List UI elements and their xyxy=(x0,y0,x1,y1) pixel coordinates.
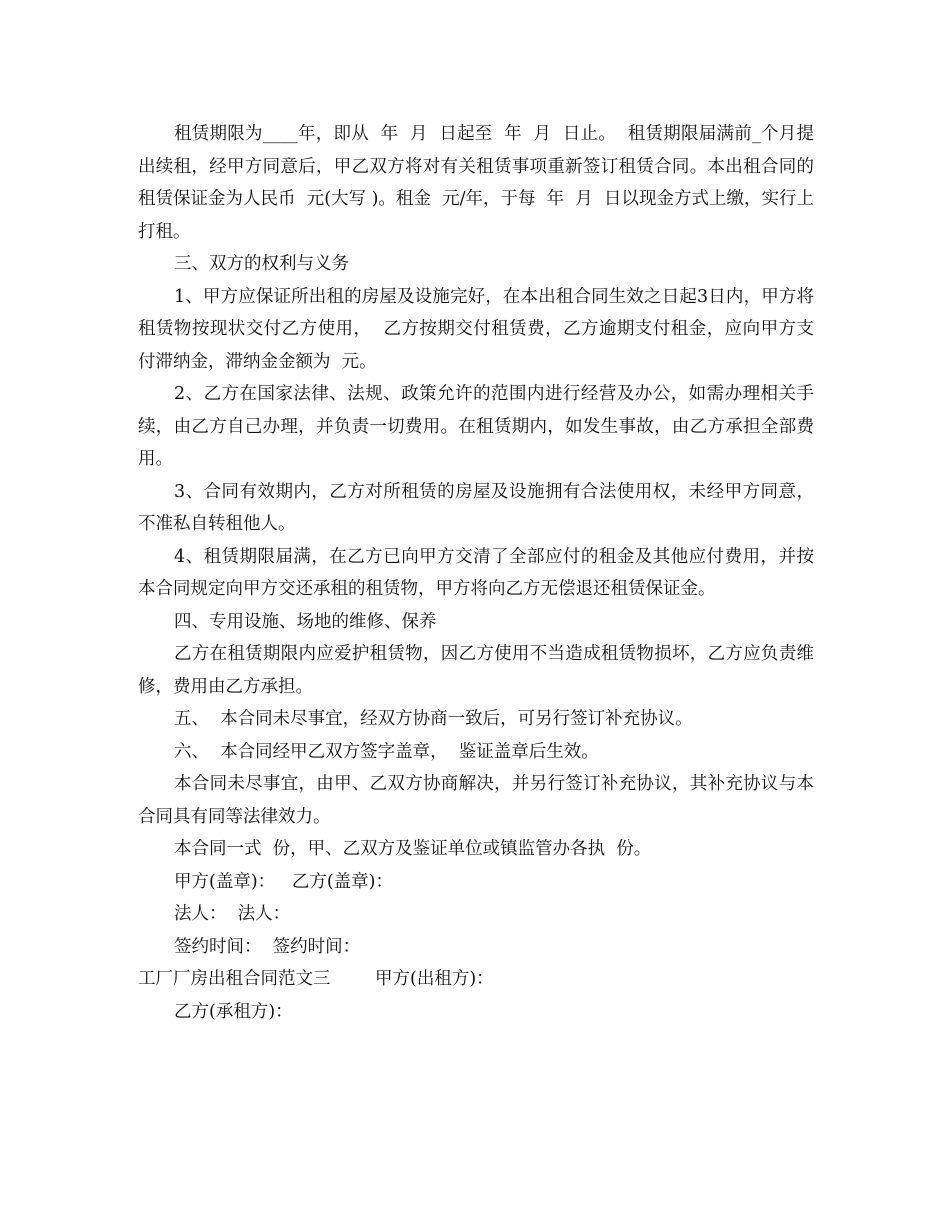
signature-legal-person-line: 法人： 法人： xyxy=(174,904,291,924)
paragraph-lease-term: 租赁期限为____年，即从 年 月 日起至 年 月 日止。 租赁期限届满前_个月提出续租，经甲方同意后，甲乙双方将对有关租赁事项重新签订租赁合同。本出租合同的租赁保证金为人民币 元(大写 )。租金 元/年，于每 年 月 日以现金方式上缴，实行上打租。 xyxy=(138,124,814,242)
paragraph-supplementary: 本合同未尽事宜，由甲、乙双方协商解决，并另行签订补充协议，其补充协议与本合同具有同等法律效力。 xyxy=(138,774,814,827)
paragraph-copies: 本合同一式 份，甲、乙双方及鉴证单位或镇监管办各执 份。 xyxy=(174,839,652,859)
party-b-line: 乙方(承租方)： xyxy=(174,1001,293,1022)
signature-seal-line: 甲方(盖章)： 乙方(盖章)： xyxy=(174,871,393,892)
document-title-sample-three: 工厂厂房出租合同范文三 甲方(出租方)： xyxy=(138,969,494,989)
signature-date-line: 签约时间： 签约时间： xyxy=(174,936,361,957)
clause-six: 六、 本合同经甲乙双方签字盖章， 鉴证盖章后生效。 xyxy=(174,741,599,762)
clause-five: 五、 本合同未尽事宜，经双方协商一致后，可另行签订补充协议。 xyxy=(174,709,693,729)
clause-3: 3、合同有效期内，乙方对所租赁的房屋及设施拥有合法使用权，未经甲方同意，不准私自转租他人。 xyxy=(138,481,814,534)
section-heading-maintenance: 四、专用设施、场地的维修、保养 xyxy=(174,611,437,632)
clause-1: 1、甲方应保证所出租的房屋及设施完好，在本出租合同生效之日起3日内，甲方将租赁物按现状交付乙方使用， 乙方按期交付租赁费，乙方逾期支付租金，应向甲方支付滞纳金，滞纳金金额为 元。 xyxy=(138,286,814,372)
section-heading-rights-obligations: 三、双方的权利与义务 xyxy=(174,254,349,274)
paragraph-maintenance: 乙方在租赁期限内应爱护租赁物，因乙方使用不当造成租赁物损坏，乙方应负责维修，费用由乙方承担。 xyxy=(138,644,814,697)
document-body xyxy=(138,118,814,1028)
clause-4: 4、租赁期限届满，在乙方已向甲方交清了全部应付的租金及其他应付费用，并按本合同规定向甲方交还承租的租赁物，甲方将向乙方无偿退还租赁保证金。 xyxy=(138,546,814,599)
clause-2: 2、乙方在国家法律、法规、政策允许的范围内进行经营及办公，如需办理相关手续，由乙方自己办理，并负责一切费用。在租赁期内，如发生事故，由乙方承担全部费用。 xyxy=(138,384,814,469)
